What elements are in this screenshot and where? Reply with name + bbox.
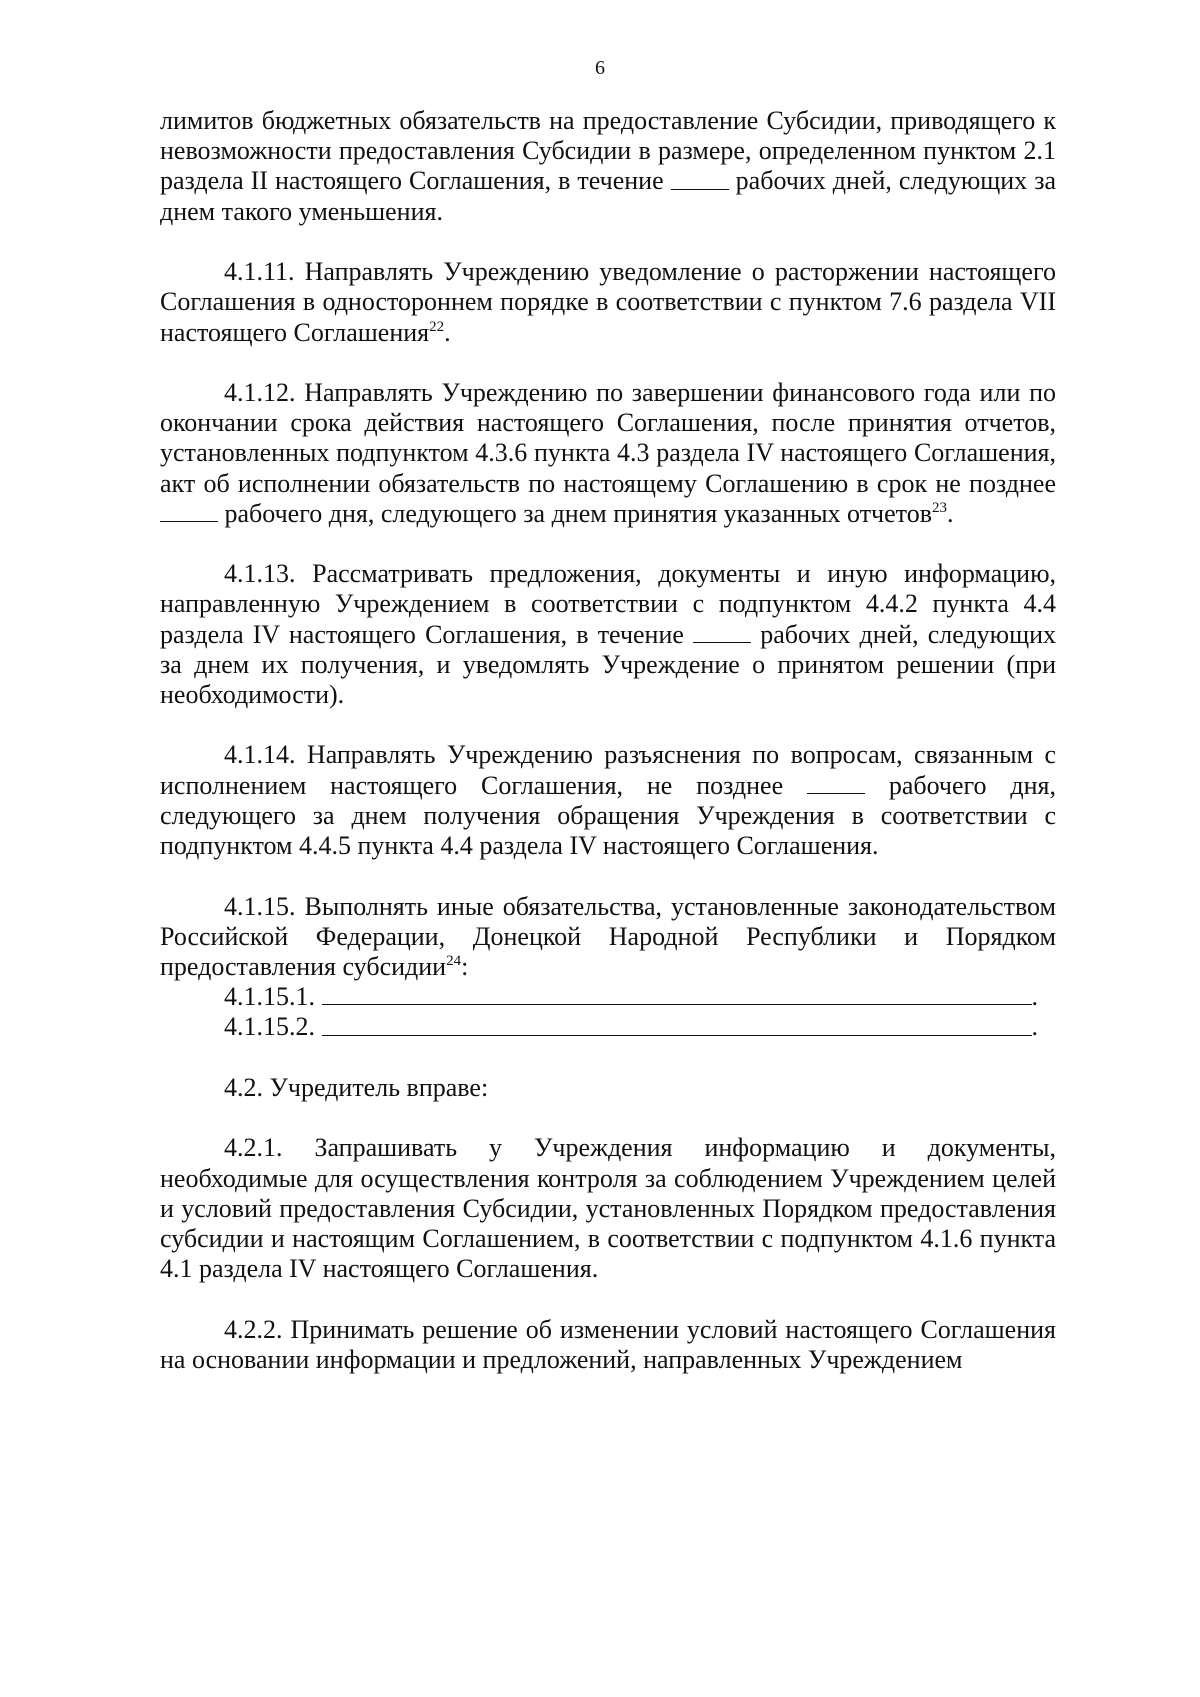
blank-field [693,620,751,643]
paragraph-4-1-12: 4.1.12. Направлять Учреждению по завершении финансового года или по окончании срока действия настоящего Соглашения, после принятия отчетов, установленных подпунктом 4.3.6 пункта 4.3 раздела IV настоящего Соглашения, акт об исполнении обязательств по настоящему Соглашению в срок не позднее рабочего дня, следующего за днем принятия указанных отчетов$^{23}$. [160,377,1056,528]
subitem-number: 4.1.15.2. [224,1012,315,1042]
subitem-number: 4.1.15.1. [224,982,315,1012]
subitem-4-1-15-1: 4.1.15.1. . [224,982,1038,1012]
paragraph-text: рабочего дня, следующего за днем принятия указанных отчетов [224,498,932,528]
blank-line [322,982,1032,1005]
paragraph-4-1-14 [160,740,1056,861]
paragraph-text: 4.1.14. Направлять Учреждению разъяснения по вопросам, связанным с исполнением настоящего Соглашения, не позднее [160,740,1056,800]
paragraph-text: 4.1.15. Выполнять иные обязательства, установленные законодательством Российской Федерации, Донецкой Народной Республики и Порядком предоставления субсидии [160,891,1056,981]
paragraph-4-2-2: 4.2.2. Принимать решение об изменении условий настоящего Соглашения на основании информации и предложений, направленных Учреждением [160,1314,1056,1374]
document-body [160,106,1056,1375]
paragraph-4-1-15: 4.1.15. Выполнять иные обязательства, установленные законодательством Российской Федерации, Донецкой Народной Республики и Порядком предоставления субсидии$^{24}$: [160,891,1056,981]
footnote-ref: 23 [931,499,947,516]
blank-field [807,771,865,794]
paragraph-4-1-11: 4.1.11. Направлять Учреждению уведомление о расторжении настоящего Соглашения в одностороннем порядке в соответствии с пунктом 7.6 раздела VII настоящего Соглашения$^{22}$. [160,257,1056,347]
blank-line [322,1012,1032,1035]
paragraph-text: лимитов бюджетных обязательств на предоставление Субсидии, приводящего к невозможности предоставления Субсидии в размере, определенном пунктом 2.1 раздела II настоящего Соглашения, в течение [160,106,1056,196]
footnote-ref: 24 [446,952,462,969]
footnote-ref: 22 [429,318,445,335]
paragraph-text: 4.1.12. Направлять Учреждению по завершении финансового года или по окончании срока действия настоящего Соглашения, после принятия отчетов, установленных подпунктом 4.3.6 пункта 4.3 раздела IV настоящего Соглашения, акт об исполнении обязательств по настоящему Соглашению в срок не позднее [160,377,1056,498]
paragraph-text: 4.1.13. Рассматривать предложения, документы и иную информацию, направленную Учреждением в соответствии с подпунктом 4.4.2 пункта 4.4 раздела IV настоящего Соглашения, в течение [160,559,1056,649]
paragraph-4-2: 4.2. Учредитель вправе: [224,1072,489,1102]
paragraph-4-1-10-continuation [160,106,1056,227]
subitem-4-1-15-2: 4.1.15.2. . [224,1012,1038,1042]
paragraph-4-1-13 [160,559,1056,710]
paragraph-text: рабочих дней, следующих за днем такого уменьшения. [160,166,1057,226]
blank-field [160,499,218,522]
blank-field [671,166,729,189]
paragraph-4-2-1: 4.2.1. Запрашивать у Учреждения информацию и документы, необходимые для осуществления контроля за соблюдением Учреждением целей и условий предоставления Субсидии, установленных Порядком предоставления субсидии и настоящим Соглашением, в соответствии с подпунктом 4.1.6 пункта 4.1 раздела IV настоящего Соглашения. [160,1133,1056,1284]
paragraph-text: 4.1.11. Направлять Учреждению уведомление о расторжении настоящего Соглашения в одностороннем порядке в соответствии с пунктом 7.6 раздела VII настоящего Соглашения [160,257,1056,347]
paragraph-text: рабочих дней, следующих за днем их получения, и уведомлять Учреждение о принятом решении (при необходимости). [160,619,1057,710]
paragraph-text: рабочего дня, следующего за днем получения обращения Учреждения в соответствии с подпунктом 4.4.5 пункта 4.4 раздела IV настоящего Соглашения. [160,770,1056,861]
page-number: 6 [595,57,605,79]
